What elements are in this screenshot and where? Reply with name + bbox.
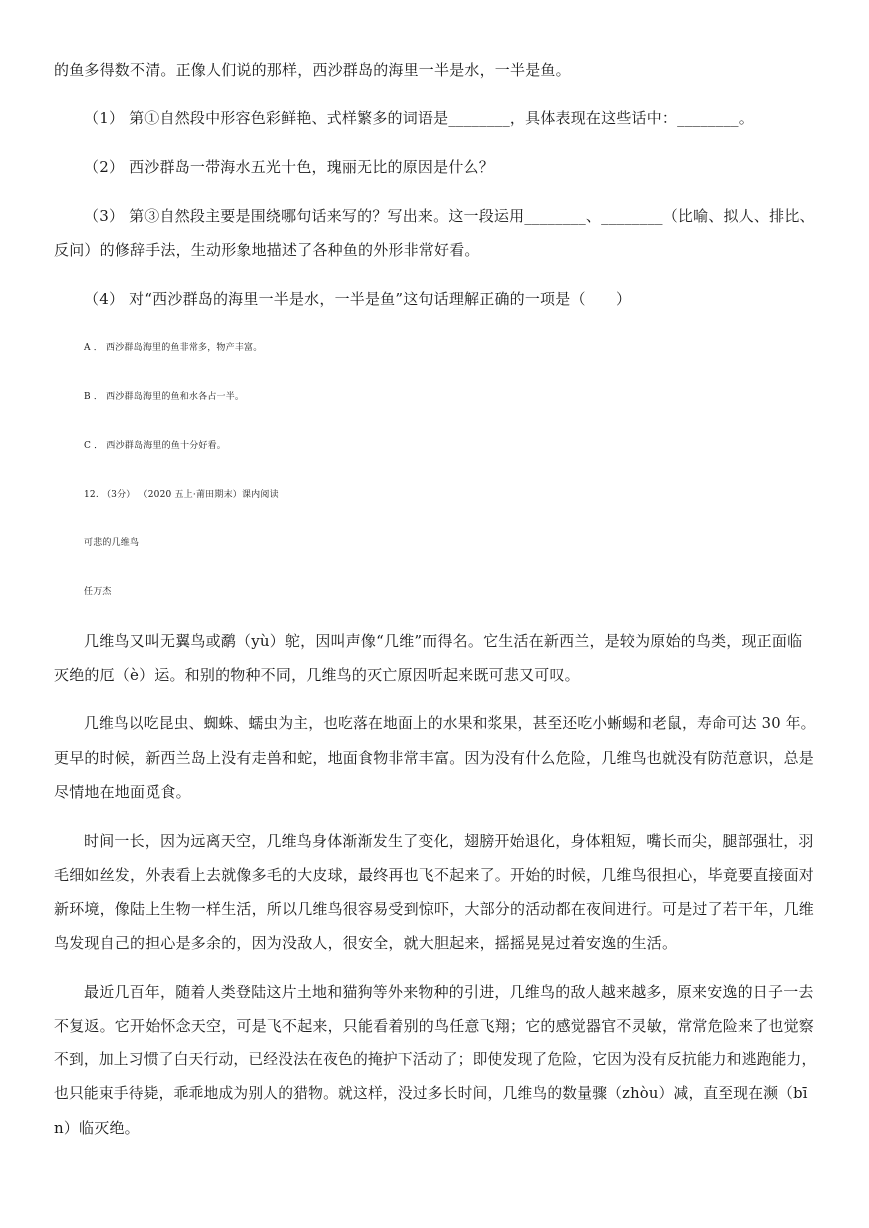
article-author: 任万杰: [84, 587, 112, 597]
question-1: （1） 第①自然段中形容色彩鲜艳、式样繁多的词语是________，具体表现在这些话中：________。: [84, 109, 754, 127]
option-b: B ． 西沙群岛海里的鱼和水各占一半。: [84, 392, 245, 402]
article-paragraph-2: 几维鸟以吃昆虫、蜘蛛、蠕虫为主，也吃落在地面上的水果和浆果，甚至还吃小蜥蜴和老鼠，寿命可达 30 年。: [84, 715, 816, 732]
article-paragraph-2-line: 更早的时候，新西兰岛上没有走兽和蛇，地面食物非常丰富。因为没有什么危险，几维鸟也就没有防范意识，总是: [54, 749, 815, 767]
article-paragraph-3-line: 鸟发现自己的担心是多余的，因为没敌人，很安全，就大胆起来，摇摇晃晃过着安逸的生活。: [54, 934, 678, 952]
article-paragraph-4-line: 也只能束手待毙，乖乖地成为别人的猎物。就这样，没过多长时间，几维鸟的数量骤（zhòu）减，直至现在濒（bī: [54, 1085, 808, 1102]
question-12-header: 12. （3分） （2020 五上·莆田期末）课内阅读: [84, 490, 279, 500]
article-paragraph-3-line: 新环境，像陆上生物一样生活，所以几维鸟很容易受到惊吓，大部分的活动都在夜间进行。可是过了若干年，几维: [54, 900, 815, 918]
article-paragraph-4-line: 不复返。它开始怀念天空，可是飞不起来，只能看着别的鸟任意飞翔；它的感觉器官不灵敏，常常危险来了也觉察: [54, 1017, 815, 1035]
paragraph-line: 的鱼多得数不清。正像人们说的那样，西沙群岛的海里一半是水，一半是鱼。: [54, 61, 571, 79]
article-paragraph-3: 时间一长，因为远离天空，几维鸟身体渐渐发生了变化，翅膀开始退化，身体粗短，嘴长而尖，腿部强壮，羽: [84, 832, 814, 850]
option-a: A ． 西沙群岛海里的鱼非常多，物产丰富。: [84, 343, 263, 353]
article-paragraph-3-line: 毛细如丝发，外表看上去就像多毛的大皮球，最终再也飞不起来了。开始的时候，几维鸟很担心，毕竟要直接面对: [54, 866, 815, 884]
article-paragraph-1-line: 灭绝的厄（è）运。和别的物种不同，几维鸟的灭亡原因听起来既可悲又可叹。: [54, 666, 580, 684]
question-2: （2） 西沙群岛一带海水五光十色，瑰丽无比的原因是什么？: [84, 158, 494, 176]
option-c: C ． 西沙群岛海里的鱼十分好看。: [84, 441, 227, 451]
question-3: （3） 第③自然段主要是围绕哪句话来写的？写出来。这一段运用________、________（比喻、拟人、排比、: [84, 207, 815, 225]
article-paragraph-4: 最近几百年，随着人类登陆这片土地和猫狗等外来物种的引进，几维鸟的敌人越来越多，原来安逸的日子一去: [84, 983, 814, 1001]
article-title: 可悲的几维鸟: [84, 538, 140, 548]
article-paragraph-4-line: n）临灭绝。: [54, 1119, 140, 1137]
article-paragraph-2-line: 尽情地在地面觅食。: [54, 783, 191, 801]
question-4: （4） 对“西沙群岛的海里一半是水，一半是鱼”这句话理解正确的一项是（ ）: [84, 290, 632, 308]
article-paragraph-1: 几维鸟又叫无翼鸟或鹬（yù）鸵，因叫声像“几维”而得名。它生活在新西兰，是较为原始的鸟类，现正面临: [84, 632, 803, 650]
question-3-continued: 反问）的修辞手法，生动形象地描述了各种鱼的外形非常好看。: [54, 241, 480, 259]
article-paragraph-4-line: 不到，加上习惯了白天行动，已经没法在夜色的掩护下活动了；即使发现了危险，它因为没有反抗能力和逃跑能力，: [54, 1051, 817, 1068]
